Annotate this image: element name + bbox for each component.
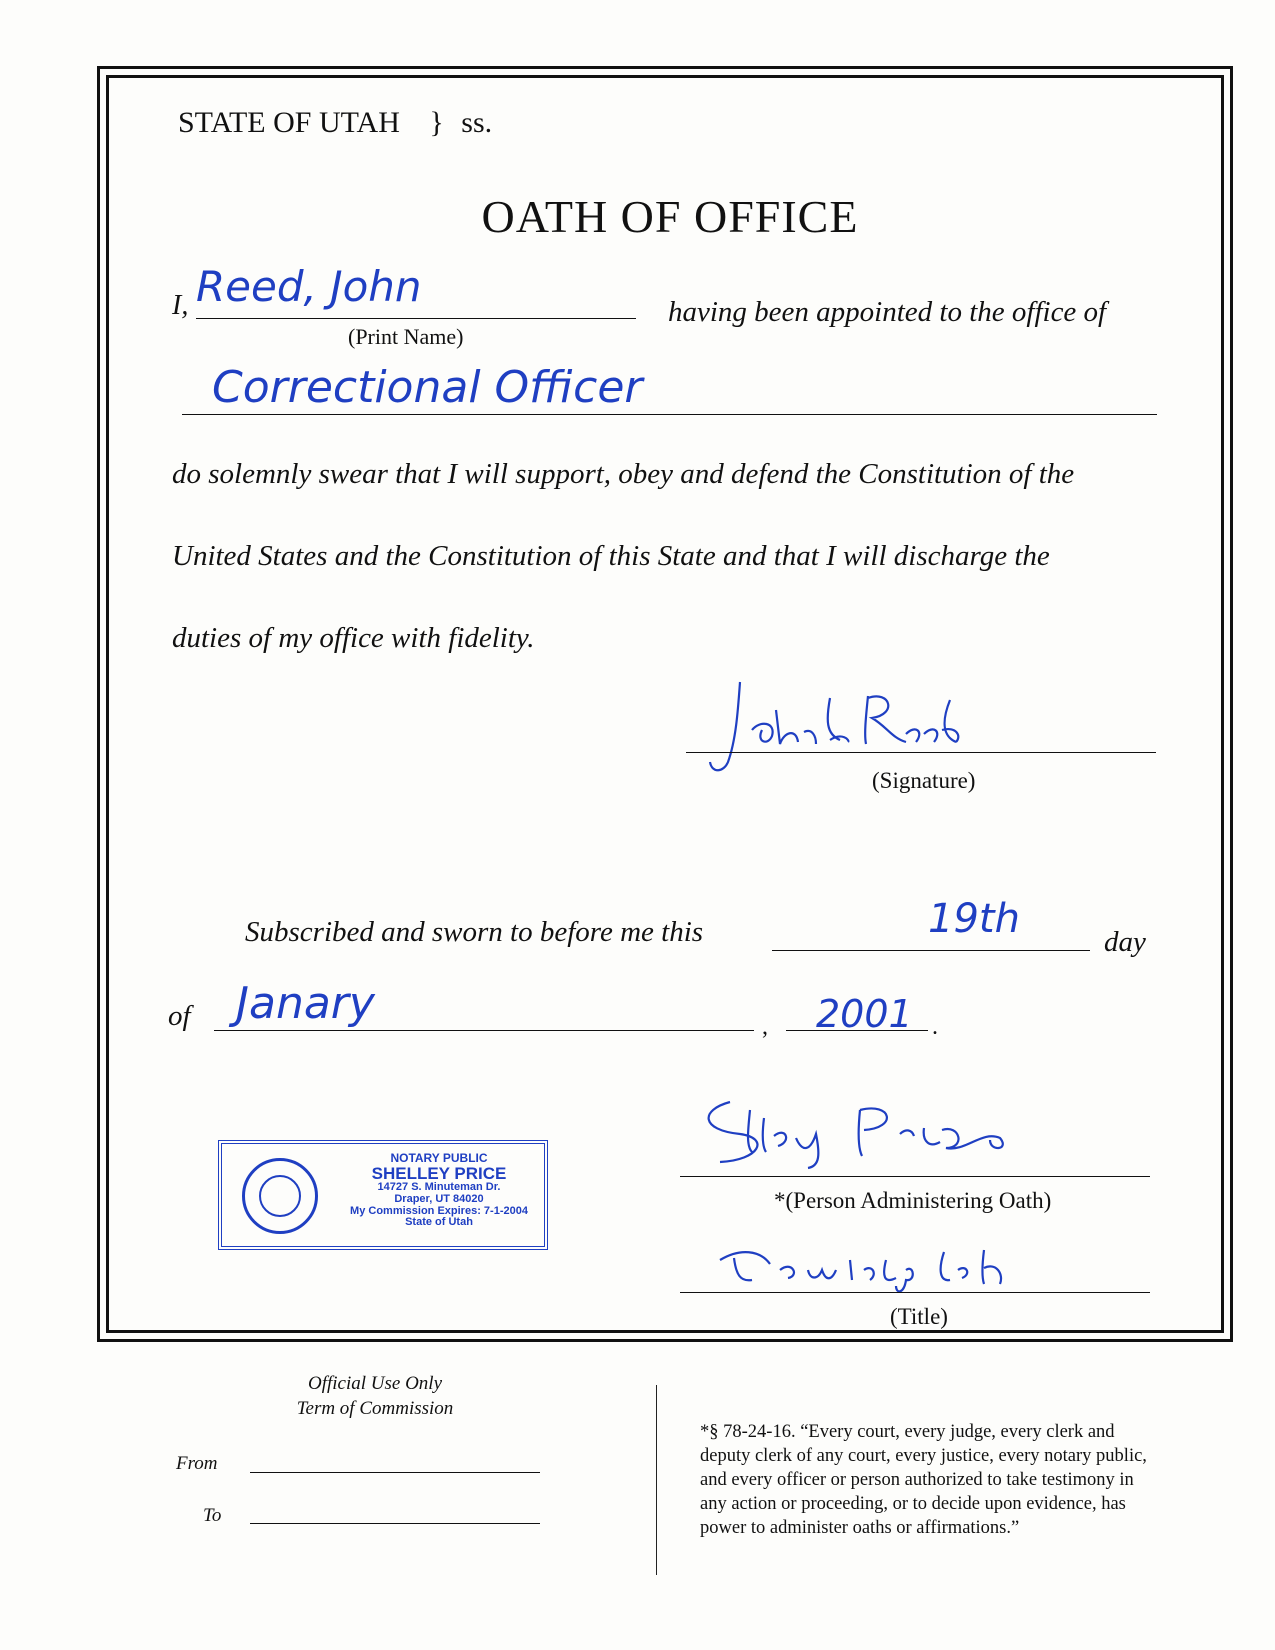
subscribed-text: Subscribed and sworn to before me this: [245, 916, 704, 948]
signature-label: (Signature): [872, 768, 976, 793]
footnote-line-2: deputy clerk of any court, every justice, every notary public,: [700, 1446, 1147, 1466]
state-heading: [178, 106, 492, 140]
to-line[interactable]: [250, 1523, 540, 1524]
to-label: To: [203, 1505, 222, 1526]
ss-label: ss.: [461, 106, 493, 139]
stamp-line-4: Draper, UT 84020: [394, 1192, 484, 1205]
administrator-label: *(Person Administering Oath): [774, 1188, 1052, 1213]
oath-line-1: do solemnly swear that I will support, obey and defend the Constitution of the: [172, 458, 1075, 490]
signature-line: [686, 752, 1156, 753]
title-label: (Title): [890, 1304, 948, 1329]
oath-line-2: United States and the Constitution of this State and that I will discharge the: [172, 540, 1050, 572]
notary-stamp-text: [334, 1152, 544, 1229]
stamp-line-6: State of Utah: [405, 1216, 473, 1229]
title-line: [680, 1292, 1150, 1293]
year-line: [786, 1030, 928, 1031]
office-line: [182, 414, 1157, 415]
day-line: [772, 950, 1090, 951]
notary-seal-icon: [242, 1158, 318, 1234]
office-value: Correctional Officer: [212, 362, 643, 413]
year-value: 2001: [816, 992, 913, 1036]
stamp-line-5: My Commission Expires: 7-1-2004: [350, 1204, 528, 1217]
i-prefix: I,: [172, 290, 189, 321]
official-use-heading: Official Use Only: [307, 1373, 443, 1394]
page-title: OATH OF OFFICE: [481, 191, 859, 242]
of-label: of: [168, 1000, 191, 1032]
brace: }: [429, 106, 444, 139]
month-line: [214, 1030, 754, 1031]
administrator-signature: [670, 1090, 1050, 1170]
section-divider: [656, 1385, 657, 1575]
stamp-line-3: 14727 S. Minuteman Dr.: [377, 1181, 501, 1194]
day-value: 19th: [928, 896, 1020, 942]
month-comma: ,: [762, 1014, 768, 1040]
appointed-text: having been appointed to the office of: [668, 296, 1107, 328]
footnote: [700, 1420, 1147, 1540]
term-heading: Term of Commission: [296, 1398, 454, 1419]
day-label: day: [1104, 926, 1146, 958]
administrator-line: [680, 1176, 1150, 1177]
year-period: .: [932, 1014, 938, 1040]
stamp-line-2: SHELLEY PRICE: [371, 1163, 507, 1183]
print-name-label: (Print Name): [348, 324, 464, 349]
oath-line-3: duties of my office with fidelity.: [172, 622, 535, 654]
footnote-line-3: and every officer or person authorized to take testimony in: [700, 1470, 1134, 1490]
state-name: STATE OF UTAH: [178, 106, 400, 139]
notary-stamp: [218, 1140, 548, 1250]
footnote-line-4: any action or proceeding, or to decide upon evidence, has: [700, 1494, 1126, 1514]
handwritten-signature: [680, 670, 980, 780]
month-value: Janary: [236, 978, 375, 1029]
print-name-line: [196, 318, 636, 319]
from-line[interactable]: [250, 1472, 540, 1473]
footnote-line-1: *§ 78-24-16. “Every court, every judge, every clerk and: [700, 1422, 1115, 1442]
from-label: From: [176, 1453, 218, 1474]
footnote-line-5: power to administer oaths or affirmations.”: [700, 1518, 1020, 1538]
stamp-line-1: NOTARY PUBLIC: [390, 1151, 488, 1165]
title-signature: [700, 1230, 1060, 1300]
print-name-value: Reed, John: [196, 262, 422, 311]
